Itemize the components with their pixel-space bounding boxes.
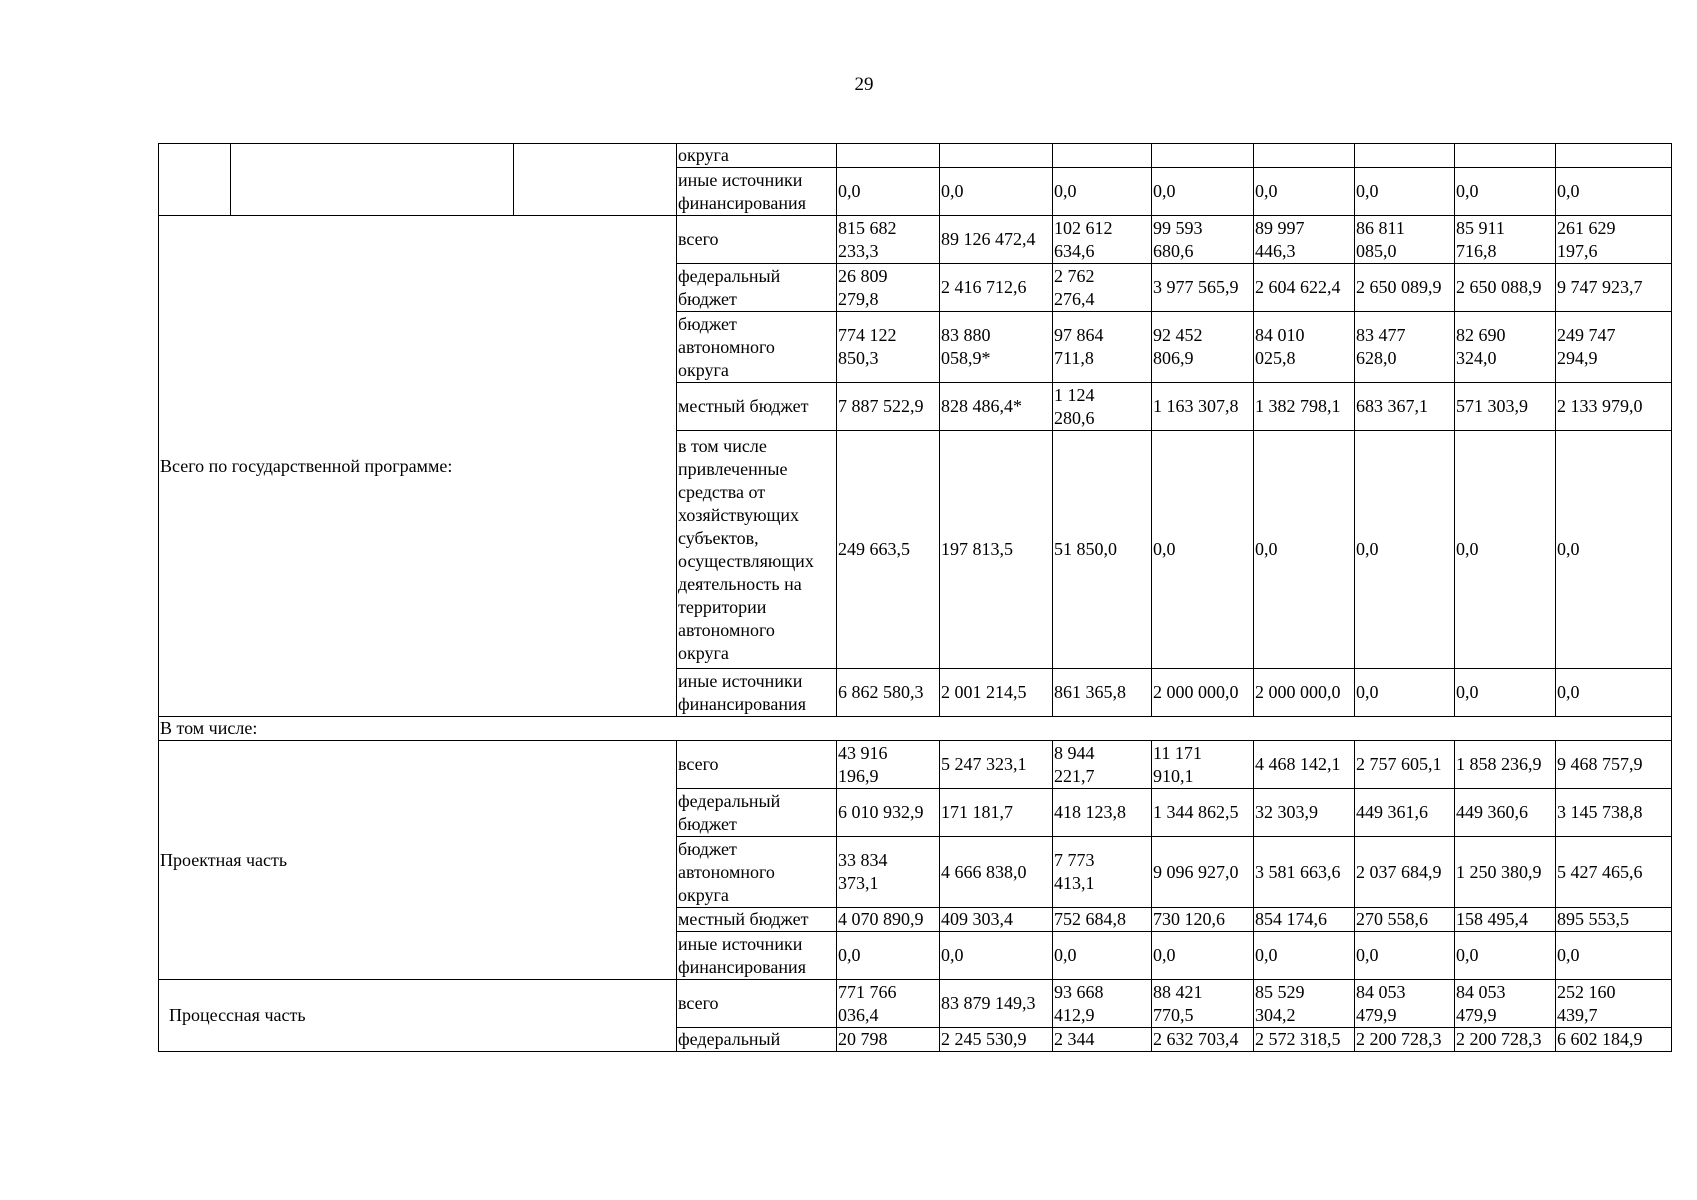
- value-cell: 418 123,8: [1053, 789, 1152, 837]
- value-cell: [1355, 144, 1455, 168]
- value-cell: 33 834 373,1: [837, 837, 940, 908]
- value-cell: 84 010 025,8: [1254, 312, 1355, 383]
- project-part-label: Проектная часть: [159, 741, 677, 980]
- value-cell: 0,0: [1556, 932, 1672, 980]
- value-cell: 2 000 000,0: [1152, 669, 1254, 717]
- value-cell: 3 977 565,9: [1152, 264, 1254, 312]
- source-cell: всего: [677, 741, 837, 789]
- value-cell: 97 864 711,8: [1053, 312, 1152, 383]
- value-cell: 2 632 703,4: [1152, 1028, 1254, 1052]
- value-cell: 7 887 522,9: [837, 383, 940, 431]
- value-cell: 32 303,9: [1254, 789, 1355, 837]
- value-cell: 9 468 757,9: [1556, 741, 1672, 789]
- value-cell: 89 126 472,4: [940, 216, 1053, 264]
- value-cell: 6 862 580,3: [837, 669, 940, 717]
- empty-cell: [514, 144, 677, 216]
- value-cell: 7 773 413,1: [1053, 837, 1152, 908]
- value-cell: 0,0: [1152, 431, 1254, 669]
- value-cell: 43 916 196,9: [837, 741, 940, 789]
- value-cell: 0,0: [1053, 168, 1152, 216]
- value-cell: 51 850,0: [1053, 431, 1152, 669]
- value-cell: 861 365,8: [1053, 669, 1152, 717]
- value-cell: 0,0: [1053, 932, 1152, 980]
- value-cell: 84 053 479,9: [1455, 980, 1556, 1028]
- value-cell: 1 344 862,5: [1152, 789, 1254, 837]
- value-cell: 1 163 307,8: [1152, 383, 1254, 431]
- value-cell: 0,0: [1556, 431, 1672, 669]
- source-cell: бюджет автономного округа: [677, 312, 837, 383]
- value-cell: 84 053 479,9: [1355, 980, 1455, 1028]
- value-cell: 2 604 622,4: [1254, 264, 1355, 312]
- table-row: [159, 216, 1672, 264]
- value-cell: 2 200 728,3: [1455, 1028, 1556, 1052]
- value-cell: 2 344: [1053, 1028, 1152, 1052]
- value-cell: 2 762 276,4: [1053, 264, 1152, 312]
- process-part-label: Процессная часть: [159, 980, 677, 1052]
- value-cell: 5 427 465,6: [1556, 837, 1672, 908]
- value-cell: 6 602 184,9: [1556, 1028, 1672, 1052]
- table-row: [159, 980, 1672, 1028]
- source-cell: всего: [677, 216, 837, 264]
- value-cell: 2 133 979,0: [1556, 383, 1672, 431]
- value-cell: 815 682 233,3: [837, 216, 940, 264]
- value-cell: 249 663,5: [837, 431, 940, 669]
- value-cell: 1 382 798,1: [1254, 383, 1355, 431]
- value-cell: 2 757 605,1: [1355, 741, 1455, 789]
- value-cell: 0,0: [1455, 431, 1556, 669]
- value-cell: 6 010 932,9: [837, 789, 940, 837]
- value-cell: 171 181,7: [940, 789, 1053, 837]
- value-cell: 2 037 684,9: [1355, 837, 1455, 908]
- source-cell: в том числе привлеченные средства от хозяйствующих субъектов, осуществляющих деятельность на территории автономного округа: [677, 431, 837, 669]
- value-cell: 4 666 838,0: [940, 837, 1053, 908]
- value-cell: 88 421 770,5: [1152, 980, 1254, 1028]
- value-cell: 249 747 294,9: [1556, 312, 1672, 383]
- value-cell: 83 879 149,3: [940, 980, 1053, 1028]
- value-cell: 409 303,4: [940, 908, 1053, 932]
- value-cell: 2 200 728,3: [1355, 1028, 1455, 1052]
- value-cell: 0,0: [1455, 669, 1556, 717]
- value-cell: 252 160 439,7: [1556, 980, 1672, 1028]
- value-cell: 1 124 280,6: [1053, 383, 1152, 431]
- value-cell: 0,0: [837, 932, 940, 980]
- value-cell: 0,0: [1355, 669, 1455, 717]
- page-number: 29: [854, 74, 874, 95]
- value-cell: 0,0: [1455, 168, 1556, 216]
- value-cell: 2 650 088,9: [1455, 264, 1556, 312]
- value-cell: 2 572 318,5: [1254, 1028, 1355, 1052]
- source-cell: федеральный бюджет: [677, 264, 837, 312]
- value-cell: 9 096 927,0: [1152, 837, 1254, 908]
- source-cell: бюджет автономного округа: [677, 837, 837, 908]
- value-cell: [1152, 144, 1254, 168]
- value-cell: 0,0: [1556, 669, 1672, 717]
- value-cell: 0,0: [1254, 168, 1355, 216]
- value-cell: 0,0: [940, 932, 1053, 980]
- source-cell: местный бюджет: [677, 908, 837, 932]
- value-cell: 683 367,1: [1355, 383, 1455, 431]
- value-cell: 82 690 324,0: [1455, 312, 1556, 383]
- value-cell: [1455, 144, 1556, 168]
- value-cell: 4 468 142,1: [1254, 741, 1355, 789]
- value-cell: 895 553,5: [1556, 908, 1672, 932]
- value-cell: 730 120,6: [1152, 908, 1254, 932]
- value-cell: 0,0: [1254, 431, 1355, 669]
- value-cell: 197 813,5: [940, 431, 1053, 669]
- value-cell: 83 880 058,9*: [940, 312, 1053, 383]
- source-cell: округа: [677, 144, 837, 168]
- value-cell: 270 558,6: [1355, 908, 1455, 932]
- table-row: [159, 144, 1672, 168]
- total-program-label: Всего по государственной программе:: [159, 216, 677, 717]
- value-cell: [940, 144, 1053, 168]
- value-cell: [1556, 144, 1672, 168]
- value-cell: 771 766 036,4: [837, 980, 940, 1028]
- source-cell: всего: [677, 980, 837, 1028]
- value-cell: 93 668 412,9: [1053, 980, 1152, 1028]
- value-cell: 2 001 214,5: [940, 669, 1053, 717]
- value-cell: 828 486,4*: [940, 383, 1053, 431]
- value-cell: 752 684,8: [1053, 908, 1152, 932]
- source-cell: иные источники финансирования: [677, 168, 837, 216]
- value-cell: 449 361,6: [1355, 789, 1455, 837]
- value-cell: 2 416 712,6: [940, 264, 1053, 312]
- value-cell: 0,0: [1152, 168, 1254, 216]
- value-cell: 3 145 738,8: [1556, 789, 1672, 837]
- value-cell: 85 911 716,8: [1455, 216, 1556, 264]
- value-cell: 3 581 663,6: [1254, 837, 1355, 908]
- value-cell: 0,0: [1455, 932, 1556, 980]
- value-cell: 0,0: [1254, 932, 1355, 980]
- value-cell: 5 247 323,1: [940, 741, 1053, 789]
- value-cell: 86 811 085,0: [1355, 216, 1455, 264]
- value-cell: 99 593 680,6: [1152, 216, 1254, 264]
- value-cell: 0,0: [837, 168, 940, 216]
- value-cell: 571 303,9: [1455, 383, 1556, 431]
- source-cell: федеральный бюджет: [677, 789, 837, 837]
- value-cell: 4 070 890,9: [837, 908, 940, 932]
- value-cell: 0,0: [1556, 168, 1672, 216]
- value-cell: 9 747 923,7: [1556, 264, 1672, 312]
- value-cell: [1053, 144, 1152, 168]
- value-cell: 0,0: [1355, 168, 1455, 216]
- value-cell: 0,0: [1152, 932, 1254, 980]
- including-label: В том числе:: [159, 717, 1672, 741]
- value-cell: 158 495,4: [1455, 908, 1556, 932]
- value-cell: 2 650 089,9: [1355, 264, 1455, 312]
- source-cell: местный бюджет: [677, 383, 837, 431]
- value-cell: 0,0: [1355, 932, 1455, 980]
- source-cell: иные источники финансирования: [677, 669, 837, 717]
- source-cell: федеральный: [677, 1028, 837, 1052]
- value-cell: 1 858 236,9: [1455, 741, 1556, 789]
- value-cell: 261 629 197,6: [1556, 216, 1672, 264]
- table-row: [159, 741, 1672, 789]
- value-cell: 2 000 000,0: [1254, 669, 1355, 717]
- value-cell: 854 174,6: [1254, 908, 1355, 932]
- value-cell: 449 360,6: [1455, 789, 1556, 837]
- value-cell: 26 809 279,8: [837, 264, 940, 312]
- source-cell: иные источники финансирования: [677, 932, 837, 980]
- empty-cell: [231, 144, 514, 216]
- value-cell: 85 529 304,2: [1254, 980, 1355, 1028]
- value-cell: 2 245 530,9: [940, 1028, 1053, 1052]
- value-cell: 0,0: [940, 168, 1053, 216]
- table-row: [159, 717, 1672, 741]
- empty-cell: [159, 144, 231, 216]
- value-cell: 20 798: [837, 1028, 940, 1052]
- value-cell: 1 250 380,9: [1455, 837, 1556, 908]
- value-cell: [837, 144, 940, 168]
- value-cell: 83 477 628,0: [1355, 312, 1455, 383]
- funding-table: [158, 143, 1672, 1052]
- value-cell: 8 944 221,7: [1053, 741, 1152, 789]
- value-cell: 11 171 910,1: [1152, 741, 1254, 789]
- value-cell: 0,0: [1355, 431, 1455, 669]
- value-cell: 102 612 634,6: [1053, 216, 1152, 264]
- value-cell: [1254, 144, 1355, 168]
- value-cell: 92 452 806,9: [1152, 312, 1254, 383]
- value-cell: 774 122 850,3: [837, 312, 940, 383]
- value-cell: 89 997 446,3: [1254, 216, 1355, 264]
